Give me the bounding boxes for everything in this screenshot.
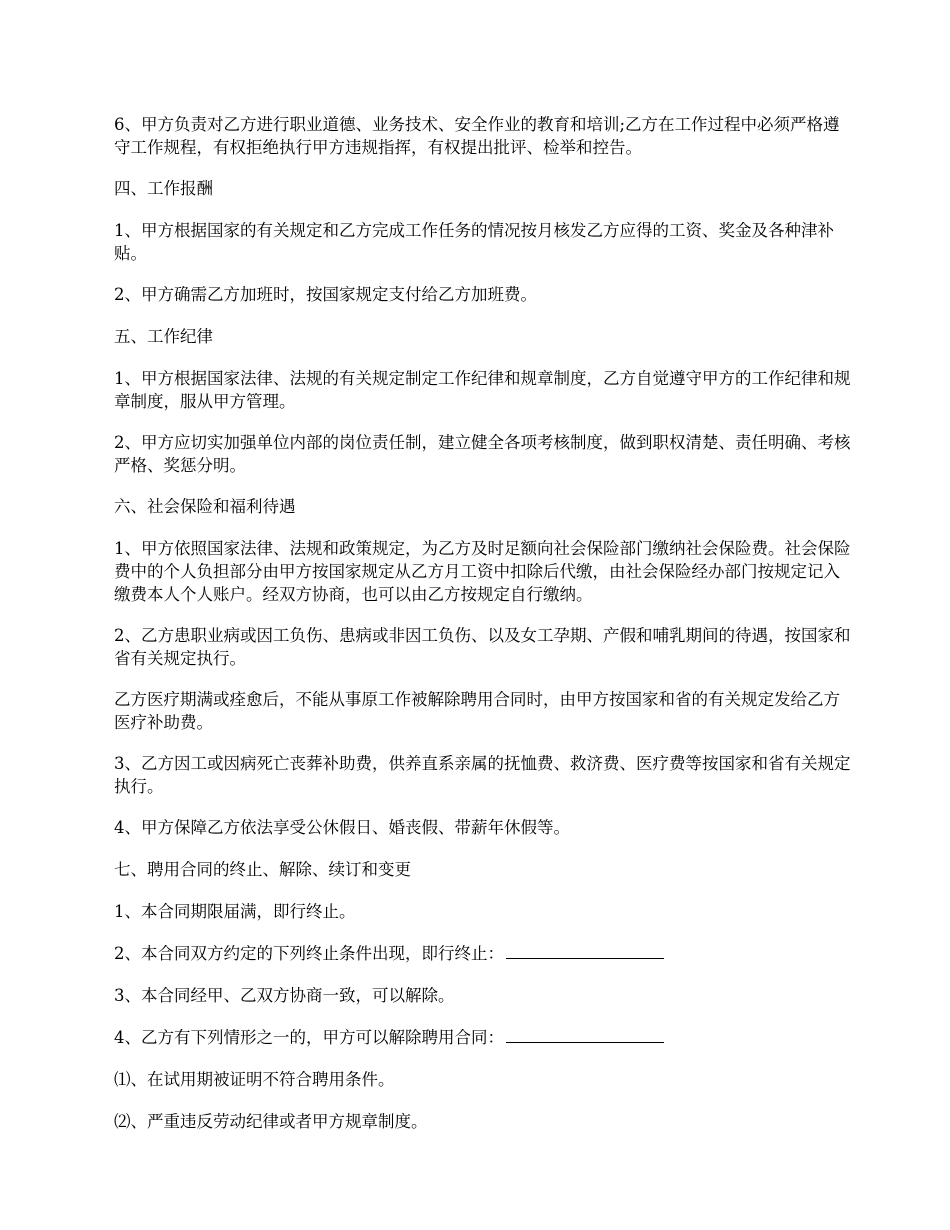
clause-termination-2 [114, 942, 854, 965]
clause-termination-4-text: 4、乙方有下列情形之一的，甲方可以解除聘用合同： [114, 1028, 504, 1047]
clause-insurance-1: 1、甲方依照国家法律、法规和政策规定，为乙方及时足额向社会保险部门缴纳社会保险费。社会保险费中的个人负担部分由甲方按国家规定从乙方月工资中扣除后代缴，由社会保险经办部门按规定记入缴费本人个人账户。经双方协商，也可以由乙方按规定自行缴纳。 [114, 539, 851, 604]
clause-termination-2-text: 2、本合同双方约定的下列终止条件出现，即行终止： [114, 944, 504, 963]
clause-discipline-1: 1、甲方根据国家法律、法规的有关规定制定工作纪律和规章制度，乙方自觉遵守甲方的工作纪律和规章制度，服从甲方管理。 [114, 369, 851, 411]
clause-discipline-2: 2、甲方应切实加强单位内部的岗位责任制，建立健全各项考核制度，做到职权清楚、责任明确、考核严格、奖惩分明。 [114, 433, 851, 475]
section-heading-compensation: 四、工作报酬 [114, 179, 213, 198]
clause-compensation-2: 2、甲方确需乙方加班时，按国家规定支付给乙方加班费。 [114, 285, 537, 304]
clause-termination-3: 3、本合同经甲、乙双方协商一致，可以解除。 [114, 986, 455, 1005]
clause-insurance-2: 2、乙方患职业病或因工负伤、患病或非因工负伤、以及女工孕期、产假和哺乳期间的待遇，按国家和省有关规定执行。 [114, 626, 851, 668]
clause-6-training: 6、甲方负责对乙方进行职业道德、业务技术、安全作业的教育和培训;乙方在工作过程中必须严格遵守工作规程，有权拒绝执行甲方违规指挥，有权提出批评、检举和控告。 [114, 115, 840, 157]
fill-in-blank[interactable] [506, 942, 664, 959]
clause-termination-4-item-1: ⑴、在试用期被证明不符合聘用条件。 [114, 1070, 395, 1089]
section-heading-insurance: 六、社会保险和福利待遇 [114, 497, 296, 516]
section-heading-termination: 七、聘用合同的终止、解除、续订和变更 [114, 860, 411, 879]
clause-termination-1: 1、本合同期限届满，即行终止。 [114, 902, 356, 921]
clause-insurance-4: 4、甲方保障乙方依法享受公休假日、婚丧假、带薪年休假等。 [114, 818, 570, 837]
fill-in-blank[interactable] [506, 1026, 664, 1043]
clause-termination-4 [114, 1026, 854, 1049]
clause-compensation-1: 1、甲方根据国家的有关规定和乙方完成工作任务的情况按月核发乙方应得的工资、奖金及各种津补贴。 [114, 221, 834, 263]
clause-insurance-medical: 乙方医疗期满或痊愈后，不能从事原工作被解除聘用合同时，由甲方按国家和省的有关规定发给乙方医疗补助费。 [114, 690, 840, 732]
document-page [114, 113, 854, 1152]
clause-insurance-3: 3、乙方因工或因病死亡丧葬补助费，供养直系亲属的抚恤费、救济费、医疗费等按国家和省有关规定执行。 [114, 754, 851, 796]
section-heading-discipline: 五、工作纪律 [114, 327, 213, 346]
clause-termination-4-item-2: ⑵、严重违反劳动纪律或者甲方规章制度。 [114, 1112, 428, 1131]
